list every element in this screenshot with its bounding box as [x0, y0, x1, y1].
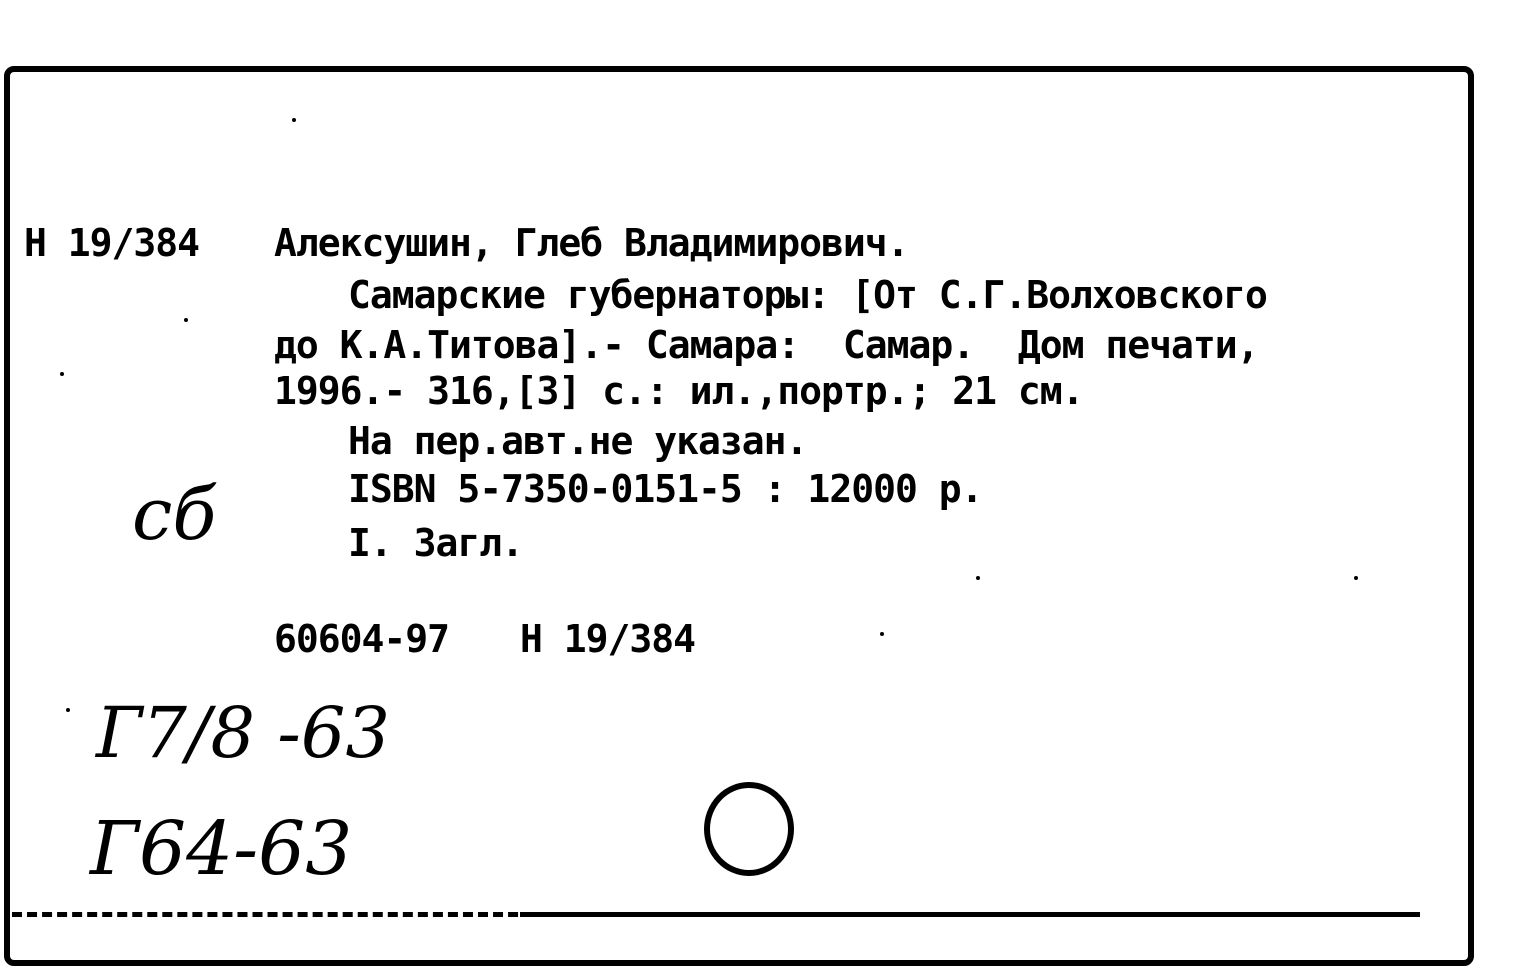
isbn-line: ISBN 5-7350-0151-5 : 12000 р.: [348, 467, 983, 511]
call-number-bottom: Н 19/384: [520, 617, 696, 661]
note-line: На пер.авт.не указан.: [348, 419, 808, 463]
speck: [60, 372, 64, 376]
speck: [1354, 576, 1358, 580]
tracing-line: I. Загл.: [348, 521, 524, 565]
speck: [66, 708, 70, 712]
title-line-3: 1996.- 316,[3] с.: ил.,портр.; 21 см.: [274, 369, 1084, 413]
title-line-2: до К.А.Титова].- Самара: Самар. Дом печати,: [274, 323, 1259, 367]
title-line-1: Самарские губернаторы: [От С.Г.Волховского: [348, 273, 1267, 317]
punched-hole-circle: [704, 782, 794, 876]
handwritten-code-1: Г7/8 -63: [96, 692, 390, 774]
speck: [880, 632, 884, 636]
speck: [184, 318, 188, 322]
call-number: Н 19/384: [24, 221, 200, 265]
speck: [976, 576, 980, 580]
speck: [292, 118, 296, 122]
handwritten-side-mark: сб: [132, 472, 217, 556]
author-heading: Алексушин, Глеб Владимирович.: [274, 221, 909, 265]
record-number: 60604-97: [274, 617, 450, 661]
bottom-rule-solid: [520, 912, 1420, 917]
handwritten-code-2: Г64-63: [90, 806, 353, 892]
